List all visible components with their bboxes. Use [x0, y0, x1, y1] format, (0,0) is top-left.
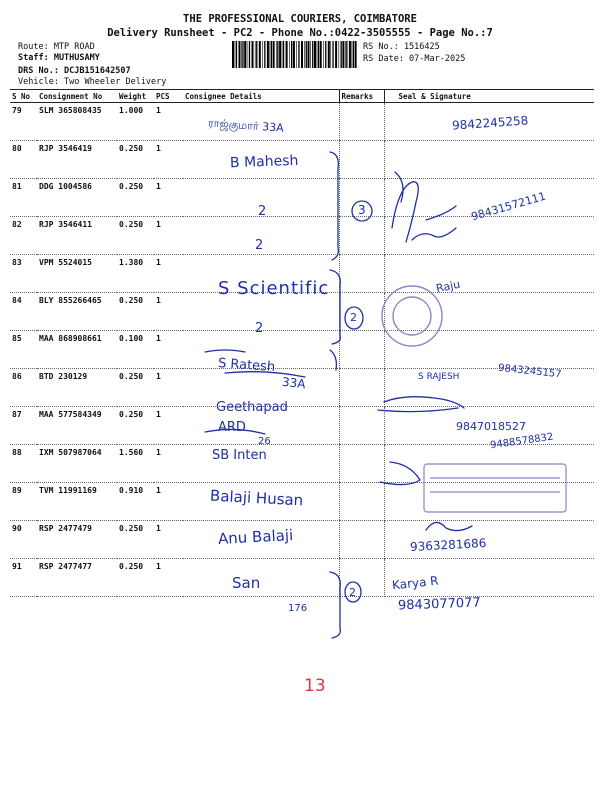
barcode-bar: [252, 41, 254, 68]
cell-remarks: [339, 407, 384, 445]
table-header: [10, 90, 594, 103]
runsheet-table: [10, 89, 594, 597]
barcode-bar: [264, 41, 265, 68]
cell-seal-signature: [384, 141, 594, 179]
hand-consignee-89: Anu Balaji: [217, 526, 294, 548]
drs-number: DRS No.: DCJB151642507: [18, 66, 131, 76]
cell-consignee-details: [183, 559, 339, 597]
barcode-bar: [259, 41, 261, 68]
barcode-bar: [276, 41, 277, 68]
hand-consignee-87c: SB Inten: [212, 448, 267, 463]
cell-remarks: [339, 217, 384, 255]
cell-weight: 0.250: [117, 293, 154, 331]
cell-consignment: DDG 1004586: [37, 179, 117, 217]
barcode-bar: [256, 41, 257, 68]
barcode-bar: [262, 41, 263, 68]
hand-consignee-86: Geethapad: [216, 400, 288, 415]
hand-consignee-91: 176: [288, 603, 308, 614]
table-row: [10, 141, 594, 179]
col-sno: S No: [10, 90, 37, 103]
hand-sign-90: Karya R: [391, 573, 440, 593]
barcode-bar: [323, 41, 324, 68]
hand-consignee-88: Balaji Husan: [209, 486, 304, 510]
cell-weight: 0.250: [117, 521, 154, 559]
cell-remarks: [339, 331, 384, 369]
hand-remark-3: 2: [349, 586, 356, 599]
barcode-bar: [283, 41, 284, 68]
cell-weight: 0.250: [117, 369, 154, 407]
cell-consignment: IXM 507987064: [37, 445, 117, 483]
barcode-bar: [310, 41, 311, 68]
barcode-bar: [267, 41, 269, 68]
barcode-bar: [242, 41, 243, 68]
col-seal-signature: Seal & Signature: [384, 90, 594, 103]
barcode-bar: [282, 41, 283, 68]
cell-pcs: 1: [154, 293, 183, 331]
cell-remarks: [339, 141, 384, 179]
cell-seal-signature: [384, 293, 594, 331]
barcode-bar: [341, 41, 342, 68]
cell-remarks: [339, 559, 384, 597]
hand-consignee-90: San: [232, 574, 261, 592]
barcode-bar: [306, 41, 307, 68]
cell-pcs: 1: [154, 255, 183, 293]
hand-consignee-87: ARD: [218, 420, 246, 435]
hand-consignee-83: S Scientific: [218, 278, 330, 299]
cell-weight: 0.250: [117, 407, 154, 445]
cell-consignment: RJP 3546419: [37, 141, 117, 179]
barcode: [232, 41, 357, 68]
cell-consignment: MAA 868908661: [37, 331, 117, 369]
barcode-bar: [255, 41, 256, 68]
cell-consignment: RSP 2477479: [37, 521, 117, 559]
hand-remark-1: 3: [358, 203, 366, 217]
hand-consignee-87b: 26: [258, 436, 271, 447]
hand-sign-87b: 9488578832: [489, 431, 555, 452]
cell-consignment: SLM 365808435: [37, 103, 117, 141]
hand-sign-85: S RAJESH: [418, 372, 460, 382]
col-remarks: Remarks: [339, 90, 384, 103]
barcode-bar: [339, 41, 340, 68]
barcode-bar: [346, 41, 347, 68]
cell-weight: 1.380: [117, 255, 154, 293]
col-consignment: Consignment No: [37, 90, 117, 103]
cell-weight: 0.250: [117, 141, 154, 179]
barcode-bar: [314, 41, 316, 68]
cell-sno: 79: [10, 103, 37, 141]
barcode-bar: [349, 41, 351, 68]
barcode-bar: [355, 41, 357, 68]
cell-remarks: [339, 103, 384, 141]
cell-sno: 91: [10, 559, 37, 597]
cell-weight: 0.910: [117, 483, 154, 521]
cell-consignment: VPM 5524015: [37, 255, 117, 293]
barcode-bar: [232, 41, 234, 68]
barcode-bar: [249, 41, 250, 68]
hand-consignee-85b: 33A: [281, 374, 307, 392]
cell-sno: 86: [10, 369, 37, 407]
runsheet-subtitle: Delivery Runsheet - PC2 - Phone No.:0422-3505555 - Page No.:7: [107, 27, 493, 39]
barcode-bar: [320, 41, 322, 68]
cell-seal-signature: [384, 255, 594, 293]
cell-pcs: 1: [154, 407, 183, 445]
cell-remarks: [339, 369, 384, 407]
vehicle-label: Vehicle: Two Wheeler Delivery: [18, 77, 167, 87]
cell-weight: 0.100: [117, 331, 154, 369]
cell-sno: 88: [10, 445, 37, 483]
barcode-bar: [270, 41, 271, 68]
cell-seal-signature: [384, 331, 594, 369]
cell-consignment: RSP 2477477: [37, 559, 117, 597]
barcode-bar: [291, 41, 292, 68]
barcode-bar: [293, 41, 295, 68]
barcode-bar: [301, 41, 303, 68]
barcode-bar: [236, 41, 237, 68]
hand-sign-89: 9363281686: [409, 536, 487, 554]
cell-consignment: BLY 855266465: [37, 293, 117, 331]
route-label: Route: MTP ROAD: [18, 42, 95, 52]
barcode-bar: [342, 41, 344, 68]
barcode-bar: [304, 41, 305, 68]
barcode-bar: [244, 41, 246, 68]
table-row: [10, 445, 594, 483]
cell-sno: 87: [10, 407, 37, 445]
barcode-bar: [273, 41, 275, 68]
cell-weight: 0.250: [117, 559, 154, 597]
cell-seal-signature: [384, 369, 594, 407]
hand-sign-87: 9847018527: [456, 420, 526, 433]
cell-weight: 1.560: [117, 445, 154, 483]
cell-consignment: TVM 11991169: [37, 483, 117, 521]
hand-sign-91: 9843077077: [397, 595, 481, 614]
barcode-bar: [286, 41, 288, 68]
cell-sno: 83: [10, 255, 37, 293]
cell-pcs: 1: [154, 103, 183, 141]
table-row: [10, 217, 594, 255]
cell-consignment: MAA 577584349: [37, 407, 117, 445]
cell-pcs: 1: [154, 179, 183, 217]
hand-sign-81: 98431572111: [469, 189, 548, 224]
barcode-bar: [325, 41, 326, 68]
cell-pcs: 1: [154, 331, 183, 369]
barcode-bar: [277, 41, 278, 68]
barcode-bar: [312, 41, 313, 68]
barcode-bar: [279, 41, 281, 68]
barcode-bar: [332, 41, 333, 68]
cell-pcs: 1: [154, 559, 183, 597]
hand-sign-85b: 9843245157: [497, 362, 563, 381]
barcode-bar: [335, 41, 337, 68]
barcode-bar: [328, 41, 330, 68]
rs-date: RS Date: 07-Mar-2025: [363, 54, 466, 64]
barcode-bar: [330, 41, 331, 68]
company-title: THE PROFESSIONAL COURIERS, COIMBATORE: [183, 13, 417, 25]
staff-label: Staff: MUTHUSAMY: [18, 53, 100, 63]
barcode-bar: [235, 41, 236, 68]
hand-consignee-82: 2: [255, 238, 264, 253]
hand-consignee-85: S Ratesh: [217, 356, 276, 375]
cell-weight: 1.000: [117, 103, 154, 141]
cell-consignment: RJP 3546411: [37, 217, 117, 255]
cell-weight: 0.250: [117, 179, 154, 217]
cell-remarks: [339, 255, 384, 293]
barcode-bar: [308, 41, 310, 68]
hand-remark-2: 2: [350, 311, 357, 324]
table-row: [10, 521, 594, 559]
col-pcs: PCS: [154, 90, 183, 103]
cell-sno: 80: [10, 141, 37, 179]
cell-sno: 89: [10, 483, 37, 521]
cell-seal-signature: [384, 483, 594, 521]
cell-pcs: 1: [154, 217, 183, 255]
cell-remarks: [339, 521, 384, 559]
hand-consignee-81: 2: [258, 204, 267, 219]
barcode-bar: [247, 41, 248, 68]
barcode-bar: [239, 41, 241, 68]
cell-remarks: [339, 445, 384, 483]
cell-sno: 90: [10, 521, 37, 559]
rs-number: RS No.: 1516425: [363, 42, 440, 52]
cell-sno: 85: [10, 331, 37, 369]
cell-pcs: 1: [154, 369, 183, 407]
col-weight: Weight: [117, 90, 154, 103]
hand-sign-79: 9842245258: [451, 113, 529, 133]
barcode-bar: [241, 41, 242, 68]
cell-remarks: [339, 483, 384, 521]
cell-seal-signature: [384, 445, 594, 483]
barcode-bar: [298, 41, 299, 68]
barcode-bar: [271, 41, 272, 68]
barcode-bar: [345, 41, 346, 68]
cell-pcs: 1: [154, 445, 183, 483]
hand-consignee-80: B Mahesh: [229, 152, 299, 172]
hand-consignee-79: ராஜ்குமார் 33A: [207, 116, 285, 135]
barcode-bar: [352, 41, 353, 68]
cell-consignment: BTD 230129: [37, 369, 117, 407]
barcode-bar: [317, 41, 318, 68]
barcode-bar: [318, 41, 319, 68]
cell-sno: 82: [10, 217, 37, 255]
barcode-bar: [296, 41, 297, 68]
barcode-bar: [353, 41, 354, 68]
hand-footer-note: 13: [304, 676, 326, 696]
cell-remarks: [339, 293, 384, 331]
cell-pcs: 1: [154, 141, 183, 179]
cell-sno: 84: [10, 293, 37, 331]
hand-consignee-84: 2: [255, 321, 264, 336]
barcode-bar: [289, 41, 290, 68]
col-consignee: Consignee Details: [183, 90, 339, 103]
table-row: [10, 559, 594, 597]
cell-pcs: 1: [154, 483, 183, 521]
cell-pcs: 1: [154, 521, 183, 559]
cell-seal-signature: [384, 217, 594, 255]
cell-weight: 0.250: [117, 217, 154, 255]
cell-sno: 81: [10, 179, 37, 217]
hand-sign-83: Raju: [434, 277, 462, 296]
